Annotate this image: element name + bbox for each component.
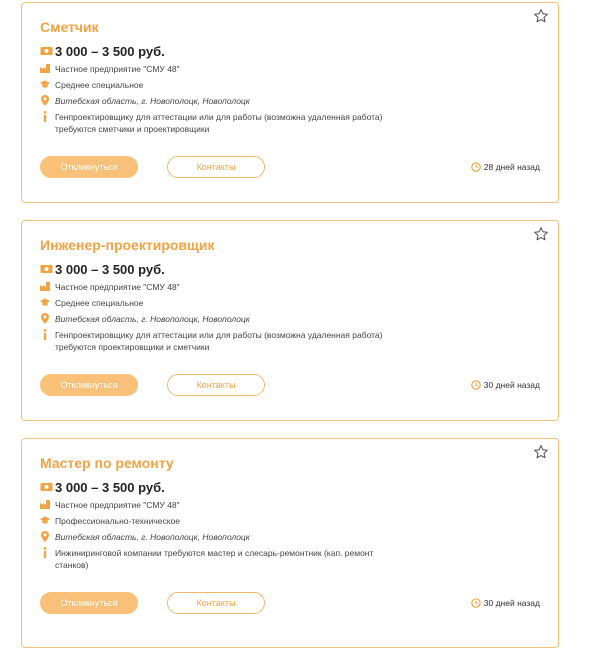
education-level: Среднее специальное — [55, 80, 144, 90]
salary: 3 000 – 3 500 руб. — [55, 479, 165, 495]
clock-icon — [471, 162, 481, 172]
posted-time-label: 30 дней назад — [483, 380, 540, 390]
vacancy-card — [21, 2, 559, 203]
description-row — [40, 329, 415, 353]
building-icon — [40, 63, 50, 74]
company-row — [40, 63, 180, 75]
salary: 3 000 – 3 500 руб. — [55, 261, 165, 277]
star-icon[interactable] — [533, 226, 549, 242]
location-row — [40, 313, 250, 325]
vacancy-title[interactable]: Мастер по ремонту — [40, 455, 174, 471]
money-icon — [40, 264, 53, 274]
map-pin-icon — [40, 531, 50, 542]
graduation-cap-icon — [40, 297, 50, 308]
contacts-button[interactable]: Контакты — [167, 156, 265, 178]
clock-icon — [471, 598, 481, 608]
description: Генпроектировщику для аттестации или для работы (возможна удаленная работа) требуются сметчики и проектировщики — [55, 112, 383, 134]
money-icon — [40, 482, 53, 492]
education-row — [40, 515, 180, 527]
salary-row — [40, 43, 165, 59]
money-icon — [40, 46, 53, 56]
description: Инжиниринговой компании требуются мастер и слесарь-ремонтник (кап. ремонт станков) — [55, 548, 374, 570]
vacancy-title[interactable]: Инженер-проектировщик — [40, 237, 215, 253]
info-icon — [40, 329, 50, 340]
location-row — [40, 531, 250, 543]
posted-time — [471, 598, 540, 608]
respond-button[interactable]: Откликнуться — [40, 374, 138, 396]
info-icon — [40, 547, 50, 558]
map-pin-icon — [40, 313, 50, 324]
education-row — [40, 297, 143, 309]
graduation-cap-icon — [40, 515, 50, 526]
vacancy-title[interactable]: Сметчик — [40, 19, 99, 35]
info-icon — [40, 111, 50, 122]
company-name: Частное предприятие "СМУ 48" — [55, 64, 180, 74]
posted-time-label: 28 дней назад — [483, 162, 540, 172]
clock-icon — [471, 380, 481, 390]
respond-button[interactable]: Откликнуться — [40, 156, 138, 178]
star-icon[interactable] — [533, 8, 549, 24]
posted-time — [471, 380, 540, 390]
respond-button[interactable]: Откликнуться — [40, 592, 138, 614]
vacancy-card — [21, 220, 559, 421]
description-row — [40, 547, 395, 571]
salary: 3 000 – 3 500 руб. — [55, 43, 165, 59]
education-level: Профессионально-техническое — [55, 516, 181, 526]
company-row — [40, 281, 180, 293]
map-pin-icon — [40, 95, 50, 106]
contacts-button[interactable]: Контакты — [167, 374, 265, 396]
vacancy-card — [21, 438, 559, 648]
company-row — [40, 499, 180, 511]
company-name: Частное предприятие "СМУ 48" — [55, 282, 180, 292]
salary-row — [40, 261, 165, 277]
posted-time-label: 30 дней назад — [483, 598, 540, 608]
description-row — [40, 111, 415, 135]
education-level: Среднее специальное — [55, 298, 144, 308]
company-name: Частное предприятие "СМУ 48" — [55, 500, 180, 510]
posted-time — [471, 162, 540, 172]
salary-row — [40, 479, 165, 495]
contacts-button[interactable]: Контакты — [167, 592, 265, 614]
education-row — [40, 79, 143, 91]
location: Витебская область, г. Новополоцк, Новополоцк — [55, 532, 250, 542]
graduation-cap-icon — [40, 79, 50, 90]
star-icon[interactable] — [533, 444, 549, 460]
location: Витебская область, г. Новополоцк, Новополоцк — [55, 314, 250, 324]
location: Витебская область, г. Новополоцк, Новополоцк — [55, 96, 250, 106]
description: Генпроектировщику для аттестации или для работы (возможна удаленная работа) требуются проектировщики и сметчики — [55, 330, 383, 352]
location-row — [40, 95, 250, 107]
building-icon — [40, 499, 50, 510]
building-icon — [40, 281, 50, 292]
